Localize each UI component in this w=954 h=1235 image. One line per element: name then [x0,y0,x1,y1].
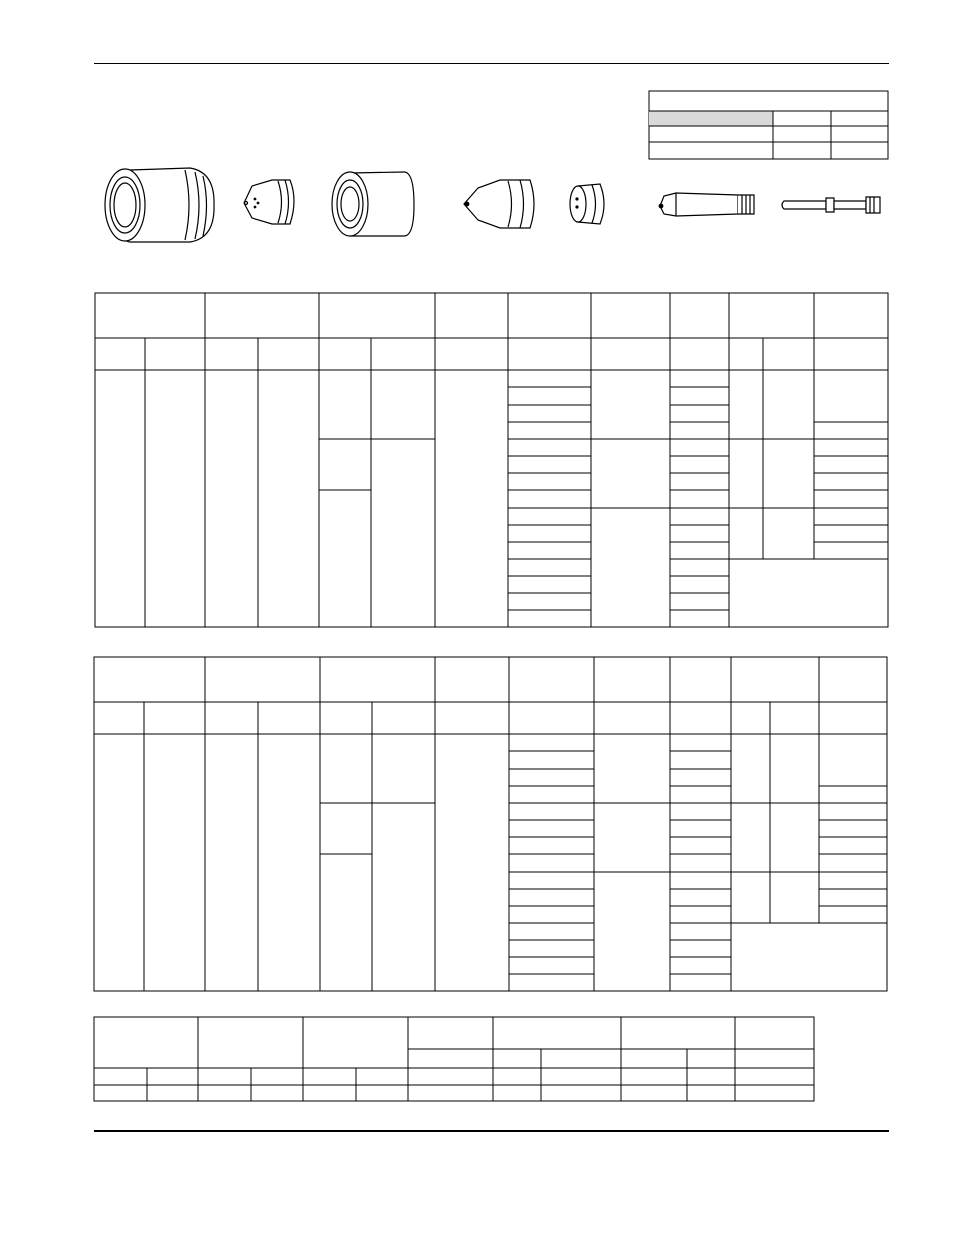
cut-chart-table-1 [95,293,888,627]
retaining-cap-icon [332,172,414,236]
swirl-ring-icon [570,184,604,224]
shield-icon [105,168,214,242]
shield-cap-icon [244,180,294,224]
bottom-table [94,1017,814,1101]
legend-table [649,91,888,159]
bottom-rule [94,1130,889,1132]
nozzle-icon [464,180,534,228]
cut-chart-table-2 [94,657,887,991]
legend-header-cell [649,111,773,126]
electrode-icon [659,193,754,216]
water-tube-icon [782,197,880,213]
